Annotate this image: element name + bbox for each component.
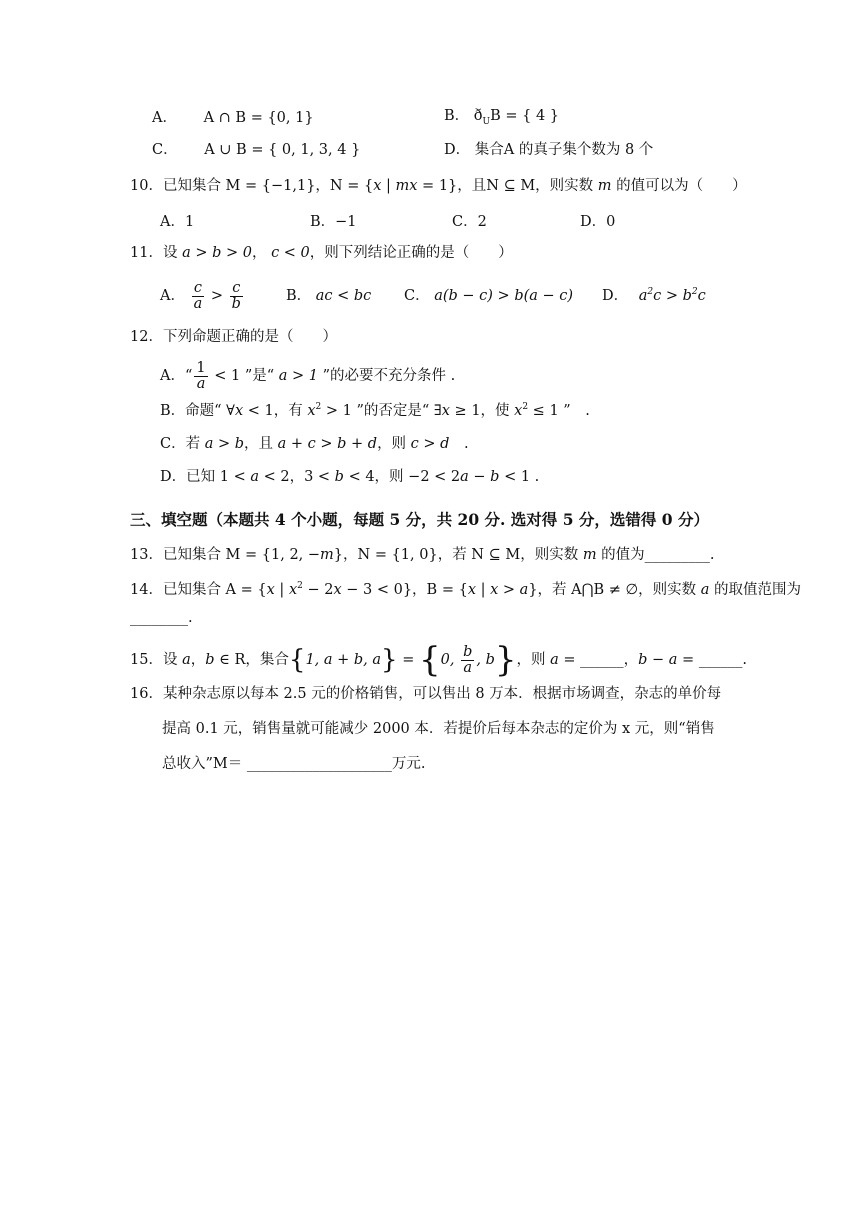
stem-text: |: [274, 582, 289, 598]
q9-option-b: [444, 106, 559, 132]
stem-text: 已知集合 M = {1, 2, −: [162, 547, 321, 563]
numerator: 1: [196, 359, 206, 376]
stem-text: 某种杂志原以每本 2.5 元的价格销售，可以售出 8 万本．根据市场调查，杂志的单价每: [162, 686, 722, 702]
option-text: ，则: [377, 436, 411, 452]
option-text: < 1 .: [499, 469, 540, 485]
stem-text: |: [476, 582, 491, 598]
math-expr: b − a: [638, 652, 678, 668]
stem-text: 的值为_________.: [596, 547, 715, 563]
q9-option-a: [152, 108, 314, 128]
q16-line1: [130, 684, 721, 704]
exponent: 2: [315, 402, 322, 413]
denominator: a: [193, 295, 203, 312]
stem-text: |: [381, 178, 396, 194]
stem-text: 下列命题正确的是（ ）: [162, 329, 337, 345]
math-var: x: [307, 403, 316, 419]
option-text: a(b − c) > b(a − c): [434, 288, 574, 304]
option-text: ，且: [244, 436, 278, 452]
q12-stem: [130, 327, 337, 347]
question-number: 12．: [130, 329, 163, 345]
denominator: b: [231, 295, 241, 312]
math-expr: a + c > b + d: [277, 436, 378, 452]
option-text: A ∪ B = { 0, 1, 3, 4 }: [204, 142, 361, 158]
numerator: b: [463, 643, 473, 660]
universal-set-subscript: U: [482, 116, 491, 127]
math-set: 1, a + b, a: [305, 652, 382, 668]
question-number: 14．: [130, 582, 163, 598]
math-op: >: [206, 288, 228, 304]
stem-text: = ______，: [558, 652, 639, 668]
math-set: , b: [476, 652, 495, 668]
option-text: A ∩ B = {0, 1}: [203, 110, 314, 126]
brace: {: [288, 645, 306, 675]
q10-stem: [130, 176, 747, 196]
math-var: x: [333, 582, 342, 598]
question-number: 16．: [130, 686, 163, 702]
option-text: < 1 ”是“: [209, 368, 279, 384]
q14-answer-blank: ________.: [130, 610, 193, 626]
stem-text: = 1}，且N ⊆ M，则实数: [417, 178, 598, 194]
q12-option-d: [160, 467, 539, 487]
option-label: B．: [444, 108, 470, 124]
math-var: a: [250, 469, 259, 485]
stem-text: − 3 < 0}，B = {: [341, 582, 468, 598]
option-text: .: [449, 436, 469, 452]
question-number: 10．: [130, 178, 163, 194]
math-expr: c > b: [653, 288, 692, 304]
math-var: x: [266, 582, 275, 598]
math-expr: c > d: [410, 436, 450, 452]
stem-text: = ______.: [677, 652, 747, 668]
stem-text: 已知集合 A = {: [162, 582, 267, 598]
stem-text: 的取值范围为: [709, 582, 802, 598]
fraction: [230, 281, 243, 312]
math-var: a: [638, 288, 648, 304]
option-text: C．若: [160, 436, 205, 452]
quote: “: [184, 368, 193, 384]
math-var: b: [490, 469, 500, 485]
math-var: x: [441, 403, 450, 419]
math-var: b: [334, 469, 344, 485]
q10-option-c: C．2: [452, 214, 487, 230]
stem-text: ∈ R，集合: [214, 652, 289, 668]
section-heading-fill-in: 三、填空题（本题共 4 个小题，每题 5 分，共 20 分. 选对得 5 分，选错得 0 分）: [130, 510, 709, 529]
exponent: 2: [522, 402, 529, 413]
stem-text: }，N = {1, 0}，若 N ⊆ M，则实数: [333, 547, 583, 563]
option-text: D．已知 1 <: [160, 469, 251, 485]
option-label: D．: [602, 288, 629, 304]
math-var: a: [700, 582, 710, 598]
exponent: 2: [691, 287, 698, 298]
fraction: [192, 281, 205, 312]
math-expr: a > b: [204, 436, 245, 452]
math-var: b: [205, 652, 215, 668]
option-label: B．: [286, 288, 312, 304]
q16-line2: 提高 0.1 元，销售量就可能减少 2000 本．若提价后每本杂志的定价为 x 元，则“销售: [162, 721, 715, 737]
math-expr: c < 0: [271, 245, 310, 261]
math-set: 0,: [440, 652, 460, 668]
denominator: a: [463, 659, 473, 676]
stem-text: − 2: [302, 582, 334, 598]
q9-option-c: [152, 140, 360, 160]
brace: {: [418, 640, 441, 680]
math-var: m: [582, 547, 597, 563]
math-var: x: [288, 582, 298, 598]
q15-stem: [130, 640, 747, 680]
q14-stem: 14．已知集合 A = {x | $x^2 - 2x - 3 < 0$}，B = {x | x > a}，若 A⋂B ≠ ∅，则实数 a 的取值范围为: [130, 581, 802, 598]
q11-option-a: [160, 276, 245, 316]
option-label: C．: [152, 142, 178, 158]
math-var: x: [490, 582, 499, 598]
option-text: < 4，则 −2 < 2: [343, 469, 461, 485]
stem-text: 设: [162, 245, 183, 261]
option-text: B = { 4 }: [490, 108, 560, 124]
math-var: mx: [395, 178, 418, 194]
math-var: m: [320, 547, 334, 563]
exponent: 2: [647, 287, 654, 298]
q10-option-b: B．−1: [310, 214, 357, 230]
option-text: [639, 288, 706, 304]
question-number: 13．: [130, 547, 163, 563]
option-text: < 2，3 <: [258, 469, 335, 485]
brace: }: [381, 645, 398, 675]
stem-text: }，若 A⋂B ≠ ∅，则实数: [528, 582, 701, 598]
option-text: ≥ 1，使: [449, 403, 515, 419]
option-text: ≤ 1 ” .: [528, 403, 590, 419]
option-text: 集合A 的真子集个数为 8 个: [474, 142, 654, 158]
math-op: =: [397, 652, 419, 668]
stem-text: 设: [162, 652, 183, 668]
math-var: a: [460, 469, 469, 485]
stem-text: ，则下列结论正确的是（ ）: [309, 245, 513, 261]
math-var: c: [697, 288, 706, 304]
math-var: x: [467, 582, 476, 598]
stem-text: ，: [190, 652, 206, 668]
option-label: A．: [152, 110, 177, 126]
q16-line3: 总收入”M＝ ____________________万元.: [162, 756, 426, 772]
math-var: x: [234, 403, 244, 419]
stem-text: 的值可以为（ ）: [611, 178, 747, 194]
q12-option-b: [160, 401, 590, 421]
math-var: m: [597, 178, 612, 194]
q10-option-d: D．0: [580, 214, 616, 230]
math-var: x: [514, 403, 523, 419]
math-expr: a > b > 0: [182, 245, 252, 261]
stem-text: ，: [251, 245, 272, 261]
option-text: ac < bc: [315, 288, 372, 304]
math-var: a: [550, 652, 559, 668]
denominator: a: [196, 375, 206, 392]
math-expr: a > 1: [278, 368, 319, 384]
stem-text: 已知集合 M = {−1,1}，N = {: [162, 178, 374, 194]
complement-symbol: ð: [473, 108, 483, 124]
option-text: B．命题“ ∀: [160, 403, 235, 419]
option-text: < 1，有: [243, 403, 308, 419]
option-text: −: [468, 469, 491, 485]
fraction: [461, 645, 474, 676]
option-text: > 1 ”的否定是“ ∃: [321, 403, 442, 419]
q13-stem: [130, 545, 715, 565]
option-label: A．: [160, 288, 185, 304]
q11-option-b: [286, 286, 371, 306]
option-label: C．: [404, 288, 430, 304]
math-var: a: [519, 582, 529, 598]
math-var: x: [373, 178, 382, 194]
q12-option-a: [160, 356, 455, 396]
q11-option-c: [404, 286, 573, 306]
stem-text: >: [498, 582, 520, 598]
brace: }: [494, 640, 517, 680]
option-label: A．: [160, 368, 185, 384]
question-number: 11．: [130, 245, 163, 261]
q11-option-d: [602, 286, 706, 306]
option-label: D．: [444, 142, 471, 158]
q10-option-a: A．1: [160, 214, 195, 230]
q9-option-d: [444, 140, 653, 160]
fraction: [194, 361, 207, 392]
stem-text: ，则: [516, 652, 551, 668]
numerator: c: [230, 281, 243, 297]
question-number: 15．: [130, 652, 163, 668]
option-text: ”的必要不充分条件 .: [318, 368, 456, 384]
numerator: c: [192, 281, 205, 297]
q12-option-c: [160, 434, 469, 454]
math-var: a: [182, 652, 191, 668]
q11-stem: [130, 243, 513, 263]
